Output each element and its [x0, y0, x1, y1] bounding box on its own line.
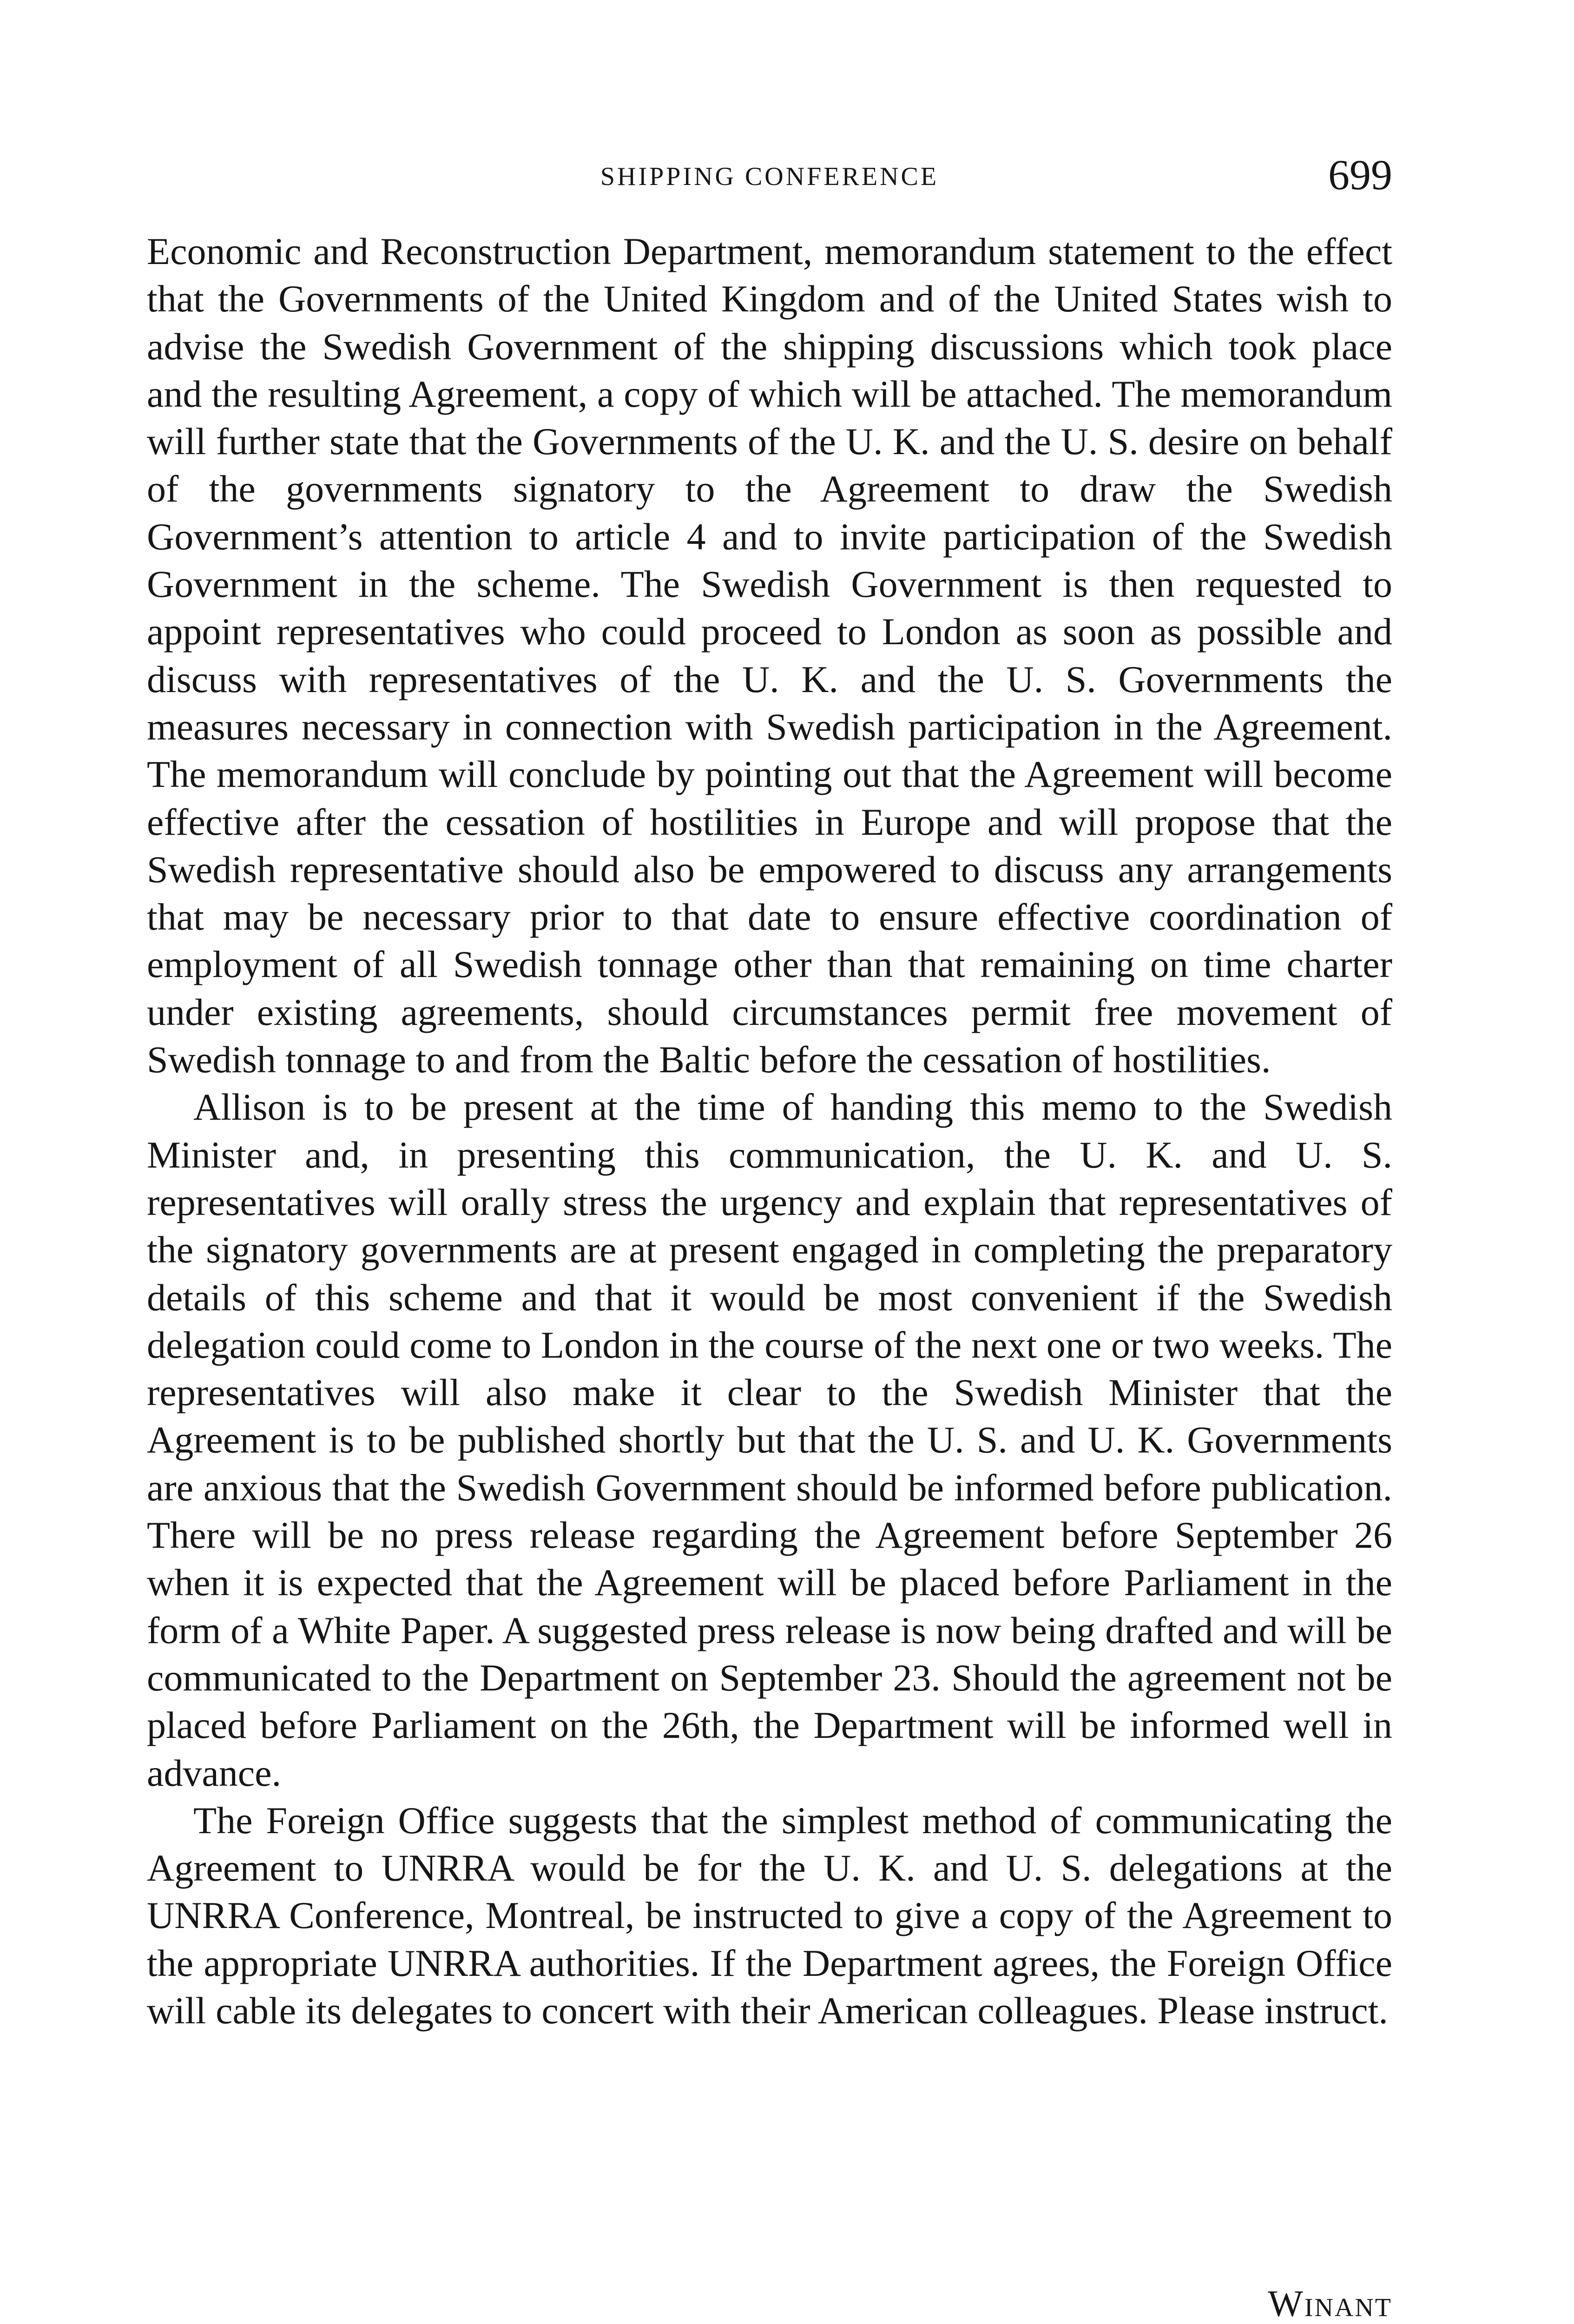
signature: Winant: [1268, 2284, 1392, 2324]
paragraph-memorandum: Economic and Reconstruction Department, memorandum statement to the effect that the Governments of the United Kingdom and of the United States wish to advise the Swedish Government of the shipping discussions which took place and the resulting Agreement, a copy of which will be attached. The memorandum will further state that the Governments of the U. K. and the U. S. desire on behalf of the governments signatory to the Agreement to draw the Swedish Government’s attention to article 4 and to invite participation of the Swedish Government in the scheme. The Swedish Government is then requested to appoint representatives who could proceed to London as soon as possible and discuss with representatives of the U. K. and the U. S. Governments the measures necessary in connection with Swedish participation in the Agreement. The memorandum will conclude by pointing out that the Agreement will become effective after the cessation of hostilities in Europe and will propose that the Swedish representative should also be empowered to discuss any arrangements that may be necessary prior to that date to ensure effective coordination of employment of all Swedish tonnage other than that remaining on time charter under existing agreements, should circumstances permit free movement of Swedish tonnage to and from the Baltic before the cessation of hostilities.: [147, 230, 1392, 1081]
body-text: [147, 228, 1392, 2034]
page-number: 699: [1328, 151, 1392, 198]
running-head: [147, 153, 1392, 209]
running-head-title: SHIPPING CONFERENCE: [600, 162, 939, 191]
paragraph-foreign-office: The Foreign Office suggests that the simplest method of communicating the Agreement to UNRRA would be for the U. K. and U. S. delegations at the UNRRA Conference, Montreal, be instructed to give a copy of the Agreement to the appropriate UNRRA authorities. If the Department agrees, the Foreign Office will cable its delegates to concert with their American colleagues. Please instruct.: [147, 1799, 1392, 2032]
paragraph-allison: Allison is to be present at the time of handing this memo to the Swedish Minister and, in presenting this communication, the U. K. and U. S. representatives will orally stress the urgency and explain that representatives of the signatory governments are at present engaged in completing the preparatory details of this scheme and that it would be most convenient if the Swedish delegation could come to London in the course of the next one or two weeks. The representatives will also make it clear to the Swedish Minister that the Agreement is to be published shortly but that the U. S. and U. K. Governments are anxious that the Swedish Government should be informed before publication. There will be no press release regarding the Agreement before September 26 when it is expected that the Agreement will be placed before Parliament in the form of a White Paper. A suggested press release is now being drafted and will be communicated to the Department on September 23. Should the agreement not be placed before Parliament on the 26th, the Department will be informed well in advance.: [147, 1086, 1392, 1794]
